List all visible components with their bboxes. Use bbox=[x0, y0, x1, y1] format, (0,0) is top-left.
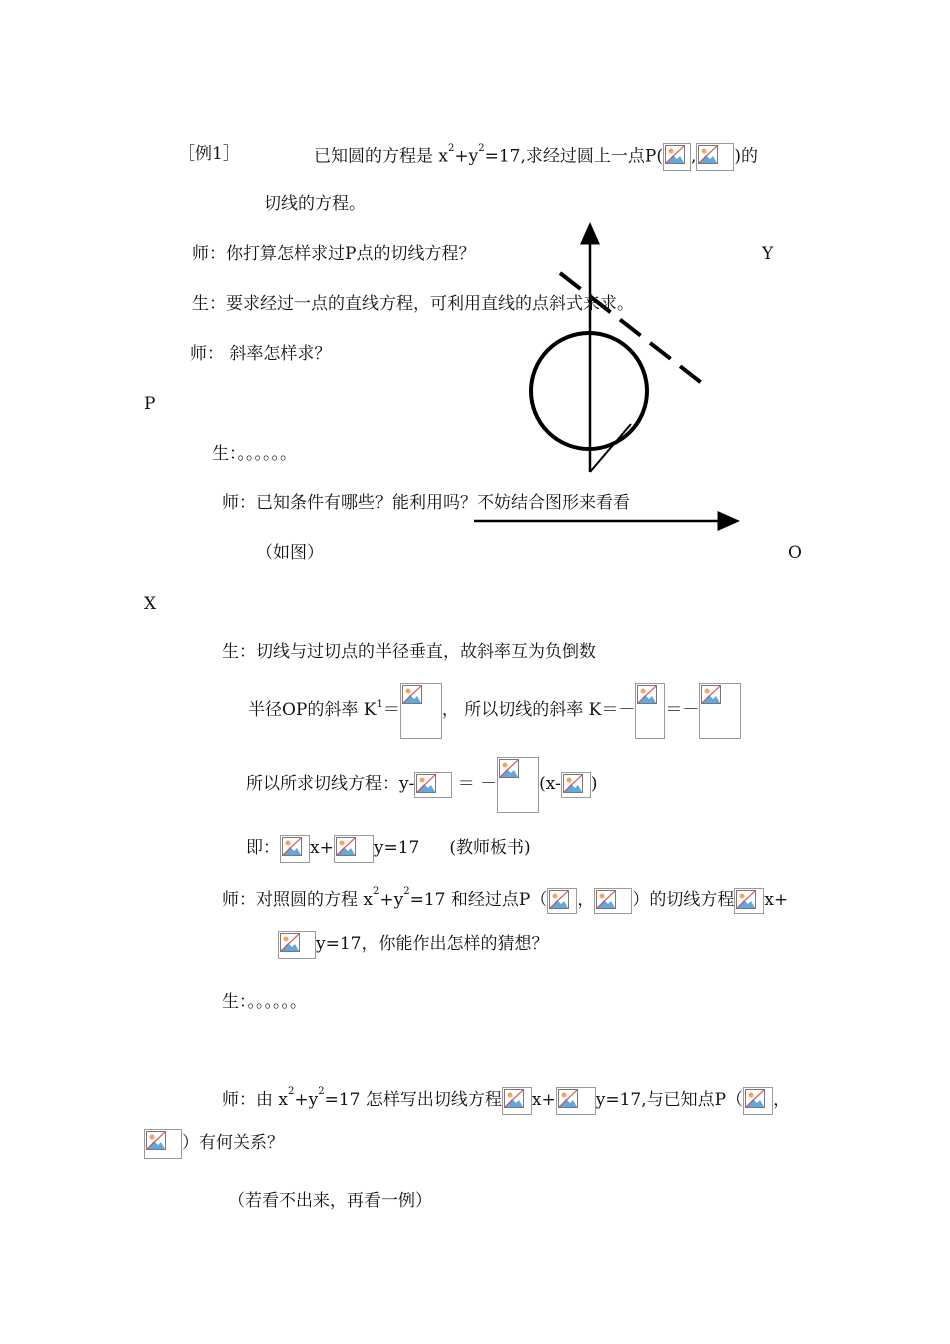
closing-note: （若看不出来，再看一例） bbox=[228, 1191, 432, 1211]
formula-image-icon bbox=[594, 888, 632, 914]
tangent-dashed-line bbox=[560, 273, 703, 384]
compare-line: 师：对照圆的方程 $x^2+y^2=17$ 和经过点P（ ， ）的切线方程 x+ bbox=[222, 886, 788, 917]
formula-image-icon bbox=[699, 683, 741, 739]
student-a3: 生：切线与过切点的半径垂直，故斜率互为负倒数 bbox=[222, 642, 596, 662]
example-line2: 切线的方程。 bbox=[264, 194, 366, 214]
formula-image-icon bbox=[502, 1087, 532, 1115]
formula-image-icon bbox=[743, 1087, 773, 1115]
example-statement: 已知圆的方程是 $x^2+y^2=17$,求经过圆上一点P( , )的 bbox=[314, 143, 758, 171]
result-line: 即： x+ y=17 (教师板书) bbox=[246, 834, 531, 863]
formula-image-icon bbox=[734, 888, 764, 914]
formula-image-icon bbox=[280, 835, 310, 863]
student-dots: 生：。。。。。。 bbox=[222, 992, 307, 1012]
derive-line2: ）有何关系？ bbox=[144, 1128, 284, 1159]
formula-image-icon bbox=[556, 1087, 596, 1115]
point-label-p: P bbox=[144, 394, 156, 414]
formula-image-icon bbox=[278, 931, 316, 959]
origin-label-o: O bbox=[788, 543, 802, 563]
example-label: ［例1］ bbox=[178, 144, 240, 164]
formula-image-icon bbox=[497, 757, 539, 813]
axis-label-x: X bbox=[144, 594, 157, 614]
student-a1: 生：要求经过一点的直线方程，可利用直线的点斜式来求。 bbox=[192, 294, 634, 314]
student-a2: 生：。。。。。。 bbox=[212, 444, 297, 464]
formula-image-icon bbox=[561, 772, 591, 798]
formula-image-icon bbox=[414, 772, 452, 798]
formula-image-icon bbox=[400, 683, 442, 739]
formula-image-icon bbox=[635, 683, 665, 739]
teacher-q2: 师： 斜率怎样求？ bbox=[190, 344, 332, 364]
compare-line2: y=17，你能作出怎样的猜想？ bbox=[278, 930, 548, 959]
figure-note: （如图） bbox=[256, 543, 324, 563]
teacher-q1: 师：你打算怎样求过P点的切线方程？ bbox=[192, 244, 476, 264]
tangent-equation: 所以所求切线方程：y- ＝ － (x- ) bbox=[246, 756, 597, 813]
formula-image-icon bbox=[334, 835, 374, 863]
formula-image-icon bbox=[144, 1129, 182, 1159]
formula-image-icon bbox=[696, 143, 734, 171]
axis-label-y: Y bbox=[762, 244, 774, 264]
formula-image-icon bbox=[663, 143, 691, 171]
slope-line: 半径OP的斜率 $K^1=$ ， 所以切线的斜率 K＝－ ＝－ bbox=[248, 682, 741, 741]
derive-line: 师：由 $x^2+y^2=17$ 怎样写出切线方程 x+ y=17,与已知点P（ ， bbox=[222, 1085, 790, 1118]
teacher-q3: 师：已知条件有哪些？能利用吗？不妨结合图形来看看 bbox=[222, 493, 630, 513]
formula-image-icon bbox=[547, 888, 577, 914]
